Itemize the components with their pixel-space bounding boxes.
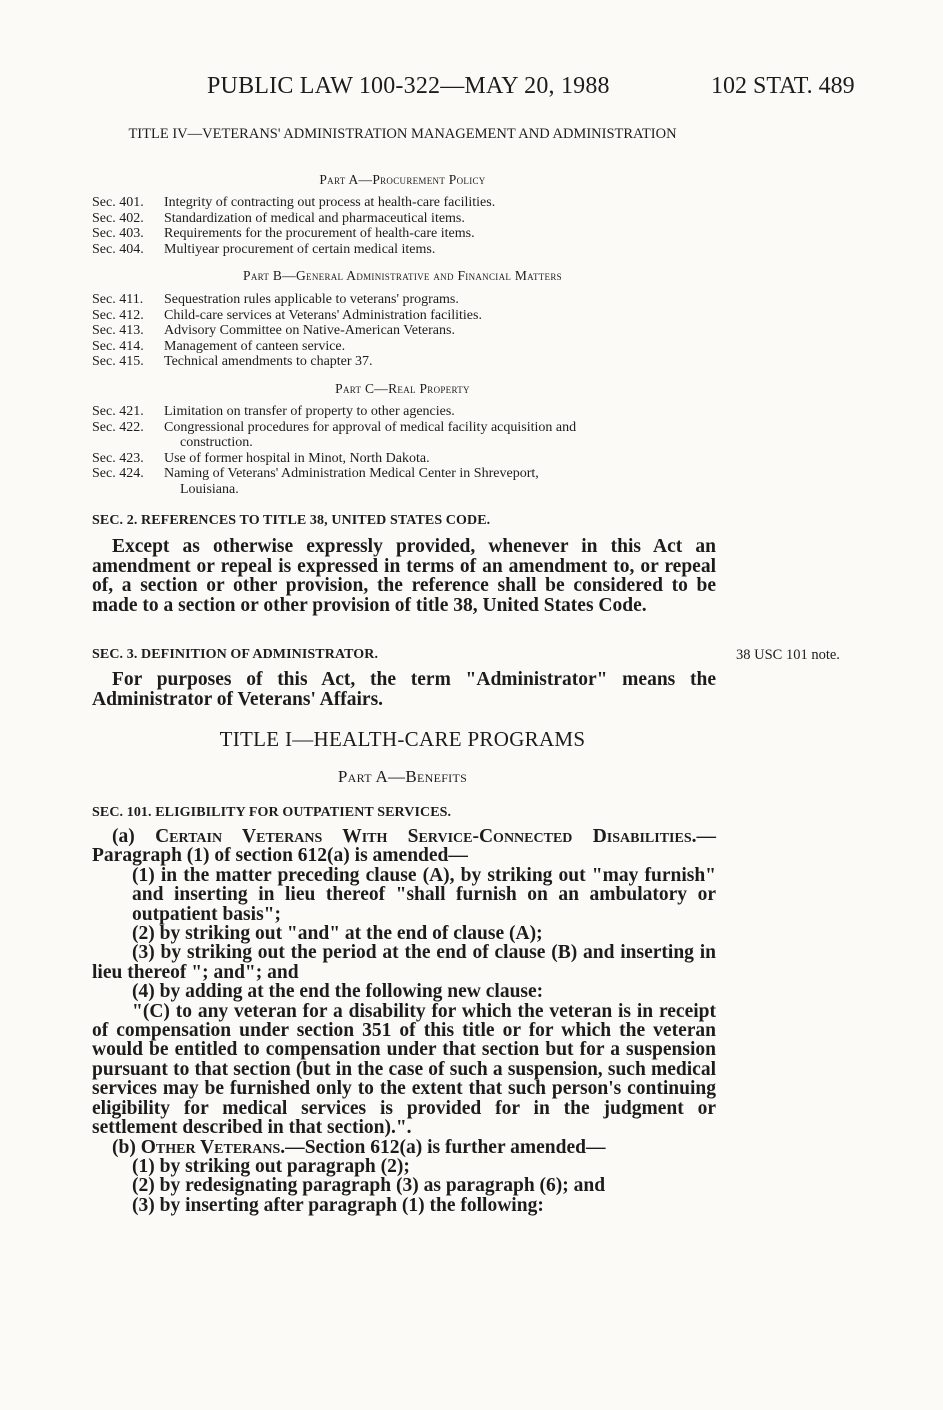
part-b-general-heading: Part B—General Administrative and Financial Matters (243, 268, 562, 283)
clause-c: "(C) to any veteran for a disability for which the veteran is in receipt of compensation under section 351 of this title or for which the veteran would be entitled to compensation under that section but for a suspension pursuant to that section (but in the case of such a suspension, such medical services may be furnished only to the extent that such person's continuing eligibility for medical services is provided for in the judgment or settlement described in that section).". (92, 1000, 716, 1139)
toc-part-c (92, 404, 717, 497)
title-i-heading: TITLE I—HEALTH-CARE PROGRAMS (219, 727, 586, 751)
toc-item: Sec. 414. Management of canteen service. (92, 338, 346, 354)
paragraph-b3: (3) by inserting after paragraph (1) the following: (132, 1194, 544, 1216)
toc-item-continuation: construction. (180, 435, 253, 450)
toc-item: Sec. 412. Child-care services at Veterans' Administration facilities. (92, 307, 482, 323)
section-101-heading: SEC. 101. ELIGIBILITY FOR OUTPATIENT SERVICES. (92, 805, 452, 820)
toc-item: Sec. 401. Integrity of contracting out process at health-care facilities. (92, 195, 496, 210)
section-3-heading: SEC. 3. DEFINITION OF ADMINISTRATOR. (92, 647, 379, 662)
toc-item: Sec. 421. Limitation on transfer of property to other agencies. (92, 404, 455, 419)
statute-page-number: 102 STAT. 489 (711, 73, 855, 99)
part-a-benefits-heading: Part A—Benefits (337, 767, 468, 786)
toc-item: Sec. 403. Requirements for the procurement of health-care items. (92, 226, 475, 241)
toc-item: Sec. 402. Standardization of medical and pharmaceutical items. (92, 210, 465, 226)
running-header-title: PUBLIC LAW 100-322—MAY 20, 1988 (207, 73, 610, 99)
paragraph-a2: (2) by striking out "and" at the end of clause (A); (132, 923, 543, 945)
toc-item: Sec. 415. Technical amendments to chapter 37. (92, 354, 373, 369)
paragraph-b1: (1) by striking out paragraph (2); (132, 1155, 410, 1177)
toc-item: Sec. 424. Naming of Veterans' Administration Medical Center in Shreveport, (92, 466, 539, 481)
section-2-heading: SEC. 2. REFERENCES TO TITLE 38, UNITED STATES CODE. (92, 513, 491, 528)
paragraph-a4: (4) by adding at the end the following new clause: (132, 981, 544, 1003)
part-a-procurement-heading: Part A—Procurement Policy (319, 172, 486, 187)
toc-item: Sec. 413. Advisory Committee on Native-American Veterans. (92, 323, 455, 338)
toc-item: Sec. 422. Congressional procedures for approval of medical facility acquisition and (92, 419, 577, 435)
toc-part-b (92, 292, 717, 370)
paragraph-a3: (3) by striking out the period at the end of clause (B) and inserting in lieu thereof "; and"; and (92, 942, 716, 983)
part-c-real-property-heading: Part C—Real Property (335, 381, 470, 396)
section-2-text: Except as otherwise expressly provided, whenever in this Act an amendment or repeal is expressed in terms of an amendment to, or repeal of, a section or other provision, the reference shall be considered to be made to a section or other provision of title 38, United States Code. (92, 536, 716, 616)
subsection-a: (a) Certain Veterans With Service-Connected Disabilities.—Paragraph (1) of section 612(a) is amended— (92, 826, 716, 867)
paragraph-b2: (2) by redesignating paragraph (3) as paragraph (6); and (132, 1175, 606, 1197)
section-3-text: For purposes of this Act, the term "Administrator" means the Administrator of Veterans' Affairs. (92, 669, 716, 710)
toc-item: Sec. 423. Use of former hospital in Minot, North Dakota. (92, 450, 430, 466)
toc-item-continuation: Louisiana. (180, 481, 239, 497)
title-iv-heading: TITLE IV—VETERANS' ADMINISTRATION MANAGEMENT AND ADMINISTRATION (128, 126, 677, 142)
toc-part-a (92, 195, 717, 257)
toc-item: Sec. 404. Multiyear procurement of certain medical items. (92, 241, 436, 257)
section-101-body (92, 827, 716, 1215)
toc-item: Sec. 411. Sequestration rules applicable to veterans' programs. (92, 292, 459, 307)
paragraph-a1: (1) in the matter preceding clause (A), by striking out "may furnish" and inserting in lieu thereof "shall furnish on an ambulatory or outpatient basis"; (132, 864, 716, 925)
subsection-b: (b) Other Veterans.—Section 612(a) is further amended— (112, 1136, 606, 1158)
margin-note: 38 USC 101 note. (736, 647, 840, 663)
